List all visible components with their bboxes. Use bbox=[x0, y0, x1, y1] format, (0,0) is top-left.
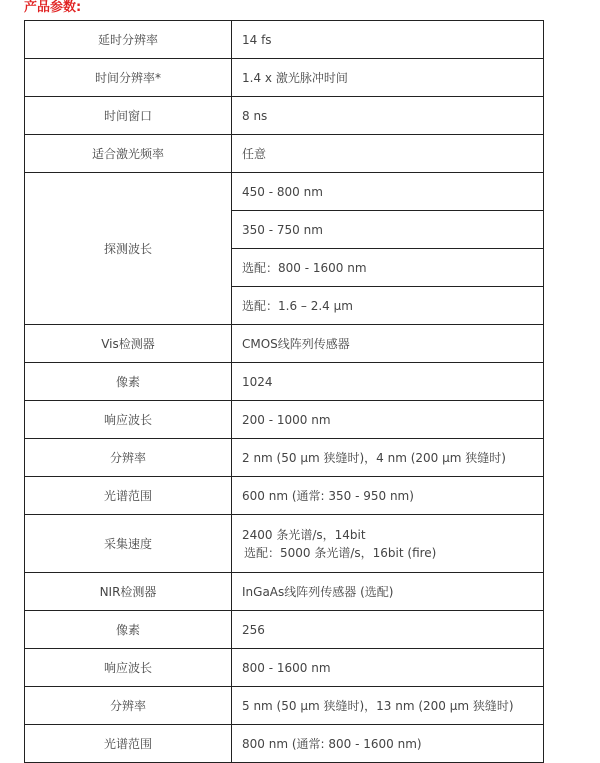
param-value bbox=[232, 515, 544, 573]
table-row bbox=[25, 573, 544, 611]
table-row bbox=[25, 401, 544, 439]
param-value: 5 nm (50 μm 狭缝时)，13 nm (200 μm 狭缝时) bbox=[232, 687, 544, 725]
value-line: 2400 条光谱/s，14bit bbox=[242, 527, 366, 542]
param-value: 14 fs bbox=[232, 21, 544, 59]
table-row bbox=[25, 725, 544, 763]
table-row bbox=[25, 649, 544, 687]
param-value: 800 nm (通常: 800 - 1600 nm) bbox=[232, 725, 544, 763]
table-row bbox=[25, 135, 544, 173]
param-name: 响应波长 bbox=[25, 649, 232, 687]
param-value: 2 nm (50 μm 狭缝时)，4 nm (200 μm 狭缝时) bbox=[232, 439, 544, 477]
spec-table bbox=[24, 20, 544, 763]
param-name: 采集速度 bbox=[25, 515, 232, 573]
param-value: 1024 bbox=[232, 363, 544, 401]
param-value: 选配：800 - 1600 nm bbox=[232, 249, 544, 287]
param-name: 像素 bbox=[25, 363, 232, 401]
value-line: 选配：5000 条光谱/s，16bit (fire) bbox=[244, 545, 437, 560]
param-value: 选配：1.6 – 2.4 μm bbox=[232, 287, 544, 325]
param-value: 600 nm (通常: 350 - 950 nm) bbox=[232, 477, 544, 515]
param-name: 分辨率 bbox=[25, 439, 232, 477]
param-name: 时间窗口 bbox=[25, 97, 232, 135]
table-row bbox=[25, 325, 544, 363]
table-row bbox=[25, 611, 544, 649]
table-row bbox=[25, 687, 544, 725]
param-name: 延时分辨率 bbox=[25, 21, 232, 59]
table-row bbox=[25, 97, 544, 135]
param-name: 响应波长 bbox=[25, 401, 232, 439]
param-name: 探测波长 bbox=[25, 173, 232, 325]
param-value: 200 - 1000 nm bbox=[232, 401, 544, 439]
param-name: 分辨率 bbox=[25, 687, 232, 725]
param-value: 350 - 750 nm bbox=[232, 211, 544, 249]
param-value: 1.4 x 激光脉冲时间 bbox=[232, 59, 544, 97]
section-heading: 产品参数: bbox=[24, 0, 82, 15]
param-name: 适合激光频率 bbox=[25, 135, 232, 173]
param-name: Vis检测器 bbox=[25, 325, 232, 363]
param-value: 800 - 1600 nm bbox=[232, 649, 544, 687]
table-row bbox=[25, 477, 544, 515]
table-row bbox=[25, 515, 544, 573]
table-row bbox=[25, 21, 544, 59]
param-name: 光谱范围 bbox=[25, 477, 232, 515]
param-name: 时间分辨率* bbox=[25, 59, 232, 97]
table-row bbox=[25, 173, 544, 211]
param-name: 像素 bbox=[25, 611, 232, 649]
param-name: 光谱范围 bbox=[25, 725, 232, 763]
table-row bbox=[25, 363, 544, 401]
param-value: 450 - 800 nm bbox=[232, 173, 544, 211]
table-row bbox=[25, 59, 544, 97]
param-value: InGaAs线阵列传感器 (选配) bbox=[232, 573, 544, 611]
table-row bbox=[25, 439, 544, 477]
param-value: 8 ns bbox=[232, 97, 544, 135]
param-value: 256 bbox=[232, 611, 544, 649]
param-value: 任意 bbox=[232, 135, 544, 173]
param-value: CMOS线阵列传感器 bbox=[232, 325, 544, 363]
param-name: NIR检测器 bbox=[25, 573, 232, 611]
